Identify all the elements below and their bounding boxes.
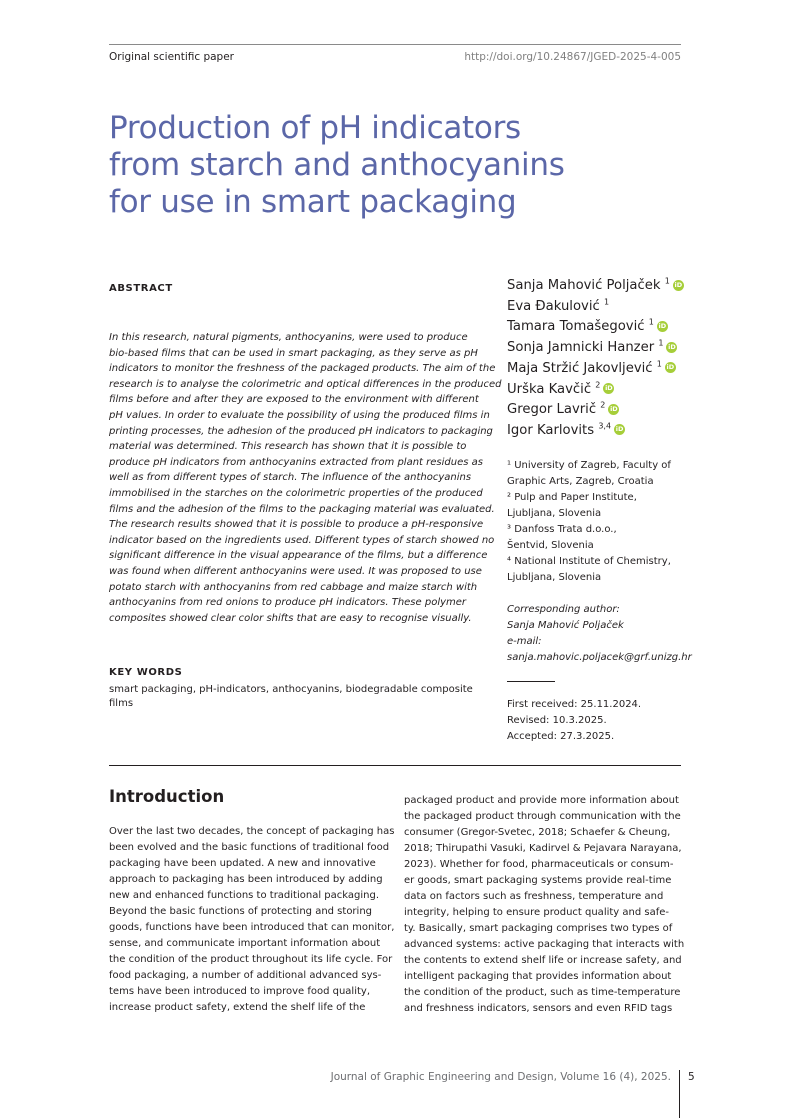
header-rule [109, 44, 681, 45]
paragraph-line: the contents to extend shelf life or increase safety, and [404, 955, 682, 966]
abstract-line: bio-based films that can be used in smart packaging, as they serve as pH [109, 347, 478, 359]
abstract-line: pH values. In order to evaluate the possibility of using the produced films in [109, 409, 490, 421]
paragraph-line: food packaging, a number of additional advanced sys- [109, 970, 382, 981]
author-entry [507, 400, 707, 421]
title-line: for use in smart packaging [109, 184, 517, 220]
paragraph-line: consumer (Gregor-Svetec, 2018; Schaefer & Cheung, [404, 827, 671, 838]
affiliation-line: ³ Danfoss Trata d.o.o., [507, 524, 617, 535]
abstract-line: anthocyanins from red onions to produce pH indicators. These polymer [109, 597, 467, 609]
affiliation-marker: 1 [648, 318, 654, 328]
keywords-heading: KEY WORDS [109, 667, 183, 678]
abstract-line: immobilised in the starches on the colorimetric properties of the produced [109, 487, 483, 499]
email-link[interactable]: sanja.mahovic.poljacek@grf.unizg.hr [507, 652, 692, 663]
paragraph-line: tems have been introduced to improve food quality, [109, 986, 371, 997]
date-revised: Revised: 10.3.2025. [507, 715, 607, 726]
paragraph-line: packaging have been updated. A new and innovative [109, 858, 376, 869]
author-list [507, 276, 707, 442]
affiliation-line: Šentvid, Slovenia [507, 540, 594, 551]
journal-citation: Journal of Graphic Engineering and Design, Volume 16 (4), 2025. [330, 1071, 671, 1083]
paragraph-line: and freshness indicators, sensors and even RFID tags [404, 1003, 673, 1014]
paragraph-line: advanced systems: active packaging that interacts with [404, 939, 685, 950]
paragraph-line: the condition of the product, such as time-temperature [404, 987, 681, 998]
corresponding-author [507, 602, 707, 666]
abstract-line: produce pH indicators from anthocyanins extracted from plant residues as [109, 456, 483, 468]
abstract-text [109, 330, 502, 626]
abstract-line: films and the adhesion of the films to the packaging material was evaluated. [109, 503, 495, 515]
orcid-icon[interactable]: iD [658, 321, 667, 330]
affiliation-marker: 1 [603, 297, 610, 307]
author-name: Sanja Mahović Poljaček [507, 278, 661, 293]
paragraph-line: 2023). Whether for food, pharmaceuticals or consum- [404, 859, 674, 870]
affiliation-line: ² Pulp and Paper Institute, [507, 492, 637, 503]
page-number: 5 [688, 1071, 695, 1083]
corresponding-label: Corresponding author: [507, 604, 620, 615]
orcid-icon[interactable]: iD [674, 280, 683, 289]
dates-divider [507, 681, 555, 682]
section-rule [109, 765, 681, 766]
author-name: Urška Kavčič [507, 381, 592, 397]
corresponding-name: Sanja Mahović Poljaček [507, 620, 624, 631]
abstract-line: significant difference in the visual appearance of the films, but a difference [109, 550, 488, 562]
author-name: Maja Stržić Jakovljević [507, 360, 653, 376]
abstract-line: indicators to monitor the freshness of the packaged products. The aim of the [109, 363, 496, 375]
paragraph-line: the packaged product through communication with the [404, 811, 681, 822]
abstract-line: In this research, natural pigments, anthocyanins, were used to produce [109, 332, 468, 343]
abstract-line: The research results showed that it is possible to produce a pH-responsive [109, 519, 484, 531]
affiliation-marker: 2 [595, 380, 601, 390]
affiliation-line: Ljubljana, Slovenia [507, 572, 602, 583]
affiliations [507, 458, 697, 586]
paragraph-line: increase product safety, extend the shelf life of the [109, 1002, 366, 1013]
abstract-line: indicator based on the ingredients used. Different types of starch showed no [109, 534, 495, 546]
orcid-icon[interactable]: iD [615, 425, 624, 434]
orcid-icon[interactable]: iD [666, 363, 675, 372]
affiliation-marker: 2 [600, 400, 606, 410]
title-line: from starch and anthocyanins [109, 147, 565, 183]
keywords-text: smart packaging, pH-indicators, anthocyanins, biodegradable composite films [109, 684, 473, 709]
author-name: Igor Karlovits [507, 422, 595, 438]
abstract-line: potato starch with anthocyanins from red cabbage and maize starch with [109, 581, 478, 593]
author-entry [507, 338, 707, 359]
date-accepted: Accepted: 27.3.2025. [507, 731, 615, 742]
abstract-line: material was determined. This research has shown that it is possible to [109, 441, 467, 453]
author-entry [507, 297, 707, 318]
article-type: Original scientific paper [109, 51, 235, 63]
affiliation-line: ⁴ National Institute of Chemistry, [507, 556, 671, 567]
paragraph-line: intelligent packaging that provides information about [404, 971, 672, 982]
paragraph-line: Beyond the basic functions of protecting and storing [109, 906, 373, 917]
affiliation-line: Ljubljana, Slovenia [507, 508, 602, 519]
affiliation-marker: 1 [656, 359, 662, 369]
author-entry [507, 276, 707, 297]
affiliation-marker: 1 [658, 338, 664, 348]
introduction-column-1 [109, 824, 395, 1016]
abstract-line: composites showed clear color shifts that are easy to recognise visually. [109, 612, 472, 624]
footer-divider [679, 1070, 680, 1118]
paragraph-line: ty. Basically, smart packaging comprises two types of [404, 923, 673, 934]
abstract-line: printing processes, the adhesion of the produced pH indicators to packaging [109, 425, 493, 437]
paragraph-line: data on factors such as freshness, temperature and [404, 891, 664, 902]
paragraph-line: the condition of the product throughout its life cycle. For [109, 954, 393, 965]
orcid-icon[interactable]: iD [668, 342, 676, 351]
orcid-icon[interactable]: iD [610, 404, 618, 413]
abstract-heading: ABSTRACT [109, 283, 173, 294]
abstract-line: research is to analyse the colorimetric and optical differences in the produced [109, 378, 502, 390]
title-line: Production of pH indicators [109, 110, 521, 146]
submission-dates [507, 697, 707, 745]
affiliation-line: ¹ University of Zagreb, Faculty of [507, 460, 671, 471]
author-name: Eva Đakulović [507, 298, 600, 314]
abstract-line: well as from different types of starch. The influence of the anthocyanins [109, 472, 472, 484]
paragraph-line: er goods, smart packaging systems provide real-time [404, 875, 672, 886]
paragraph-line: approach to packaging has been introduced by adding [109, 874, 383, 885]
abstract-line: films before and after they are exposed to the environment with different [109, 394, 479, 406]
introduction-column-2 [404, 793, 685, 1017]
affiliation-marker: 3,4 [598, 421, 612, 431]
paragraph-line: goods, functions have been introduced that can monitor, [109, 922, 395, 933]
author-name: Tamara Tomašegović [507, 319, 645, 335]
email-label: e-mail: [507, 636, 542, 647]
author-entry [507, 317, 707, 338]
affiliation-line: Graphic Arts, Zagreb, Croatia [507, 476, 654, 487]
author-entry [507, 380, 707, 401]
paper-title [109, 110, 629, 221]
paragraph-line: new and enhanced functions to traditional packaging. [109, 890, 379, 901]
introduction-heading: Introduction [109, 787, 225, 806]
author-entry [507, 421, 707, 442]
author-entry [507, 359, 707, 380]
affiliation-marker: 1 [664, 276, 670, 286]
date-received: First received: 25.11.2024. [507, 699, 642, 710]
orcid-icon[interactable]: iD [605, 384, 613, 393]
author-name: Gregor Lavrič [507, 402, 597, 418]
paragraph-line: sense, and communicate important information about [109, 938, 381, 949]
abstract-line: was found when different anthocyanins were used. It was proposed to use [109, 565, 482, 577]
paragraph-line: Over the last two decades, the concept of packaging has [109, 826, 395, 837]
paragraph-line: packaged product and provide more information about [404, 795, 679, 806]
doi-link[interactable]: http://doi.org/10.24867/JGED-2025-4-005 [464, 51, 681, 63]
author-name: Sonja Jamnicki Hanzer [507, 340, 655, 356]
paragraph-line: been evolved and the basic functions of traditional food [109, 842, 390, 853]
paragraph-line: 2018; Thirupathi Vasuki, Kadirvel & Pejavara Narayana, [404, 843, 682, 854]
paragraph-line: integrity, helping to ensure product quality and safe- [404, 907, 669, 918]
